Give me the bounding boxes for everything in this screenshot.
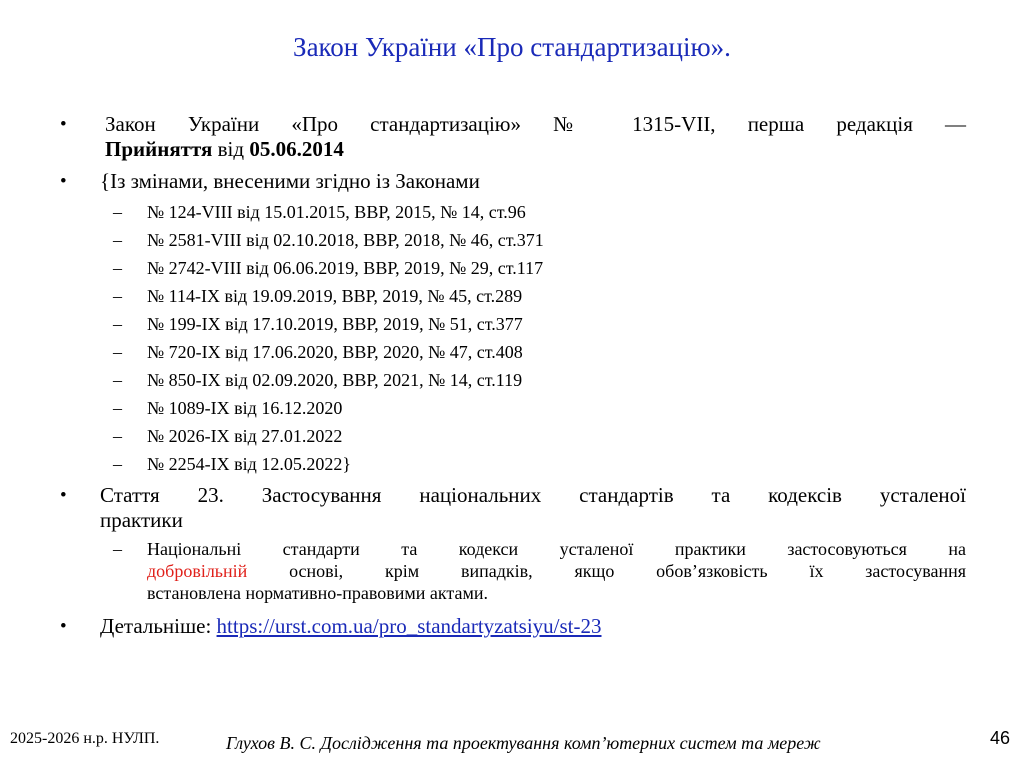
bullet-intro — [58, 112, 966, 162]
details-link[interactable]: https://urst.com.ua/pro_standartyzatsiyu/st-23 — [216, 614, 602, 638]
bullet-amendments — [58, 169, 966, 194]
bullet-icon: • — [60, 616, 67, 637]
footer-year: 2025-2026 н.р. НУЛП. — [10, 730, 160, 747]
amendment-item: – № 720-IX від 17.06.2020, ВВР, 2020, № 47, ст.408 — [113, 342, 523, 362]
article-title: Стаття 23. Застосування національних стандартів та кодексів усталеної — [100, 483, 966, 507]
dash-icon: – — [113, 370, 122, 390]
dash-icon: – — [113, 258, 122, 278]
adoption-from: від — [217, 137, 245, 161]
article-desc-line1: Національні стандарти та кодекси усталеної практики застосовуються на — [147, 539, 966, 559]
article-desc-line3: встановлена нормативно-правовими актами. — [147, 583, 488, 603]
slide-title: Закон України «Про стандартизацію». — [293, 32, 731, 62]
dash-icon: – — [113, 314, 122, 334]
amendment-item: – № 2254-IX від 12.05.2022} — [113, 454, 351, 474]
amendments-header: {Із змінами, внесеними згідно із Законами — [100, 169, 480, 193]
article-description — [113, 538, 966, 604]
bullet-icon: • — [60, 114, 67, 135]
adoption-label: Прийняття — [105, 137, 213, 161]
bullet-details — [58, 614, 966, 639]
intro-adoption — [105, 137, 966, 162]
amendment-item: – № 2026-IX від 27.01.2022 — [113, 426, 343, 446]
adoption-date: 05.06.2014 — [249, 137, 344, 161]
dash-icon: – — [113, 426, 122, 446]
voluntary-highlight: добровільній — [147, 561, 248, 581]
bullet-icon: • — [60, 171, 67, 192]
dash-icon: – — [113, 342, 122, 362]
details-label: Детальніше: — [100, 614, 217, 638]
amendment-item: – № 2581-VIII від 02.10.2018, ВВР, 2018, № 46, ст.371 — [113, 230, 544, 250]
dash-icon: – — [113, 398, 122, 418]
amendment-item: – № 2742-VIII від 06.06.2019, ВВР, 2019, № 29, ст.117 — [113, 258, 544, 278]
dash-icon: – — [113, 286, 122, 306]
dash-icon: – — [113, 454, 122, 474]
dash-icon: – — [113, 230, 122, 250]
dash-icon: – — [113, 202, 122, 222]
amendment-item: – № 1089-IX від 16.12.2020 — [113, 398, 343, 418]
slide-content — [58, 112, 966, 646]
amendment-item: – № 850-IX від 02.09.2020, ВВР, 2021, № 14, ст.119 — [113, 370, 523, 390]
dash-icon: – — [113, 539, 122, 559]
bullet-article — [58, 483, 966, 533]
amendment-item: – № 199-IX від 17.10.2019, ВВР, 2019, № 51, ст.377 — [113, 314, 523, 334]
footer-course: Глухов В. С. Дослідження та проектування комп’ютерних систем та мереж — [226, 733, 821, 753]
intro-line: Закон України «Про стандартизацію» № 1315-VII, перша редакція — — [105, 112, 966, 136]
amendment-item: – № 114-IX від 19.09.2019, ВВР, 2019, № 45, ст.289 — [113, 286, 523, 306]
article-title-cont: практики — [100, 508, 183, 532]
page-number: 46 — [989, 728, 1010, 748]
bullet-icon: • — [60, 485, 67, 506]
article-desc-line2: добровільній основі, крім випадків, якщо обов’язковість їх застосування — [147, 561, 966, 581]
amendment-item: – № 124-VIII від 15.01.2015, ВВР, 2015, № 14, ст.96 — [113, 202, 526, 222]
